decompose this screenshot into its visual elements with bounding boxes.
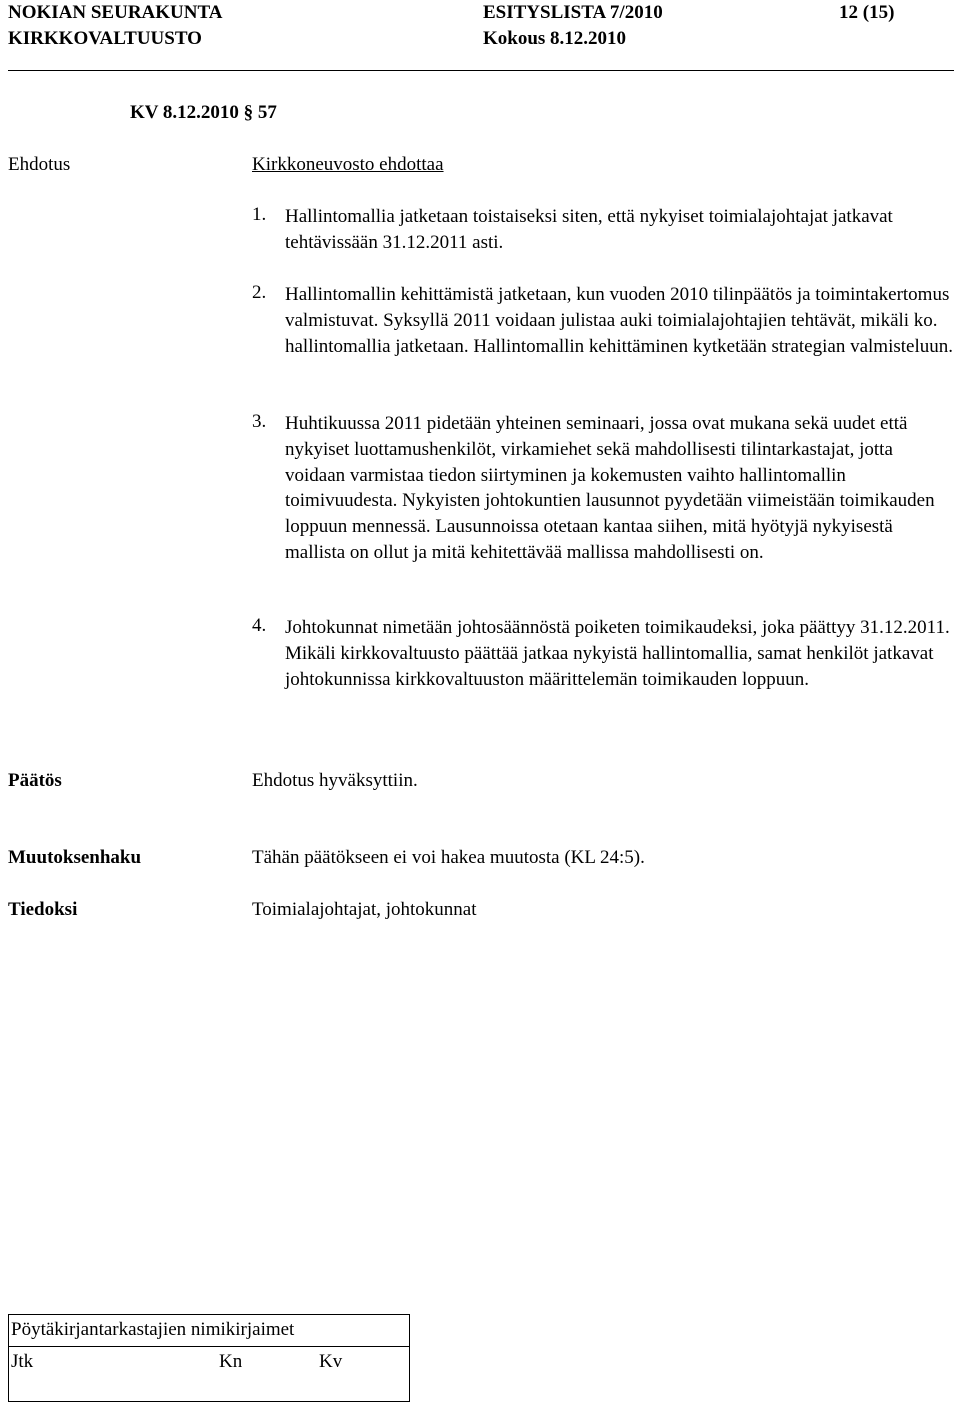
decision-text: Ehdotus hyväksyttiin.: [252, 770, 418, 791]
list-item-number: 2.: [252, 282, 267, 303]
list-item: [252, 204, 957, 256]
list-item-number: 4.: [252, 615, 267, 636]
list-item: [252, 282, 957, 386]
list-item-text: Johtokunnat nimetään johtosäännöstä poiketen toimikaudeksi, joka päättyy 31.12.2011. Mikäli kirkkovaltuusto päättää jatkaa nykyistä hallintomallia, samat henkilöt jatkavat johtokunnissa kirkkovaltuuston määrittelemän toimikauden loppuun.: [285, 617, 950, 690]
page-number: 12 (15): [839, 2, 895, 23]
meeting-date: Kokous 8.12.2010: [483, 28, 627, 49]
proposal-heading: Kirkkoneuvosto ehdottaa: [252, 154, 444, 175]
signature-label-kv: Kv: [319, 1351, 343, 1372]
appeal-label: Muutoksenhaku: [8, 847, 142, 868]
body-name: KIRKKOVALTUUSTO: [8, 28, 202, 49]
proposal-label: Ehdotus: [8, 154, 71, 175]
notice-label: Tiedoksi: [8, 899, 78, 920]
list-item-number: 3.: [252, 411, 267, 432]
list-item: [252, 411, 957, 593]
list-item-number: 1.: [252, 204, 267, 225]
organization-name: NOKIAN SEURAKUNTA: [8, 2, 223, 23]
signature-label-kn: Kn: [219, 1351, 243, 1372]
appeal-text: Tähän päätökseen ei voi hakea muutosta (KL 24:5).: [252, 847, 645, 868]
signature-box-title: Pöytäkirjantarkastajien nimikirjaimet: [11, 1319, 295, 1340]
signature-box: [8, 1314, 410, 1402]
list-item-text: Hallintomallin kehittämistä jatketaan, kun vuoden 2010 tilinpäätös ja toimintakertomus valmistuvat. Syksyllä 2011 voidaan julistaa auki toimialajohtajien tehtävät, mikäli ko. hallintomallia jatketaan. Hallintomallin kehittäminen kytketään strategian valmisteluun.: [285, 284, 953, 357]
section-reference: KV 8.12.2010 § 57: [130, 102, 277, 123]
list-item: [252, 615, 957, 719]
signature-label-jtk: Jtk: [11, 1351, 34, 1372]
notice-text: Toimialajohtajat, johtokunnat: [252, 899, 477, 920]
list-item-text: Hallintomallia jatketaan toistaiseksi siten, että nykyiset toimialajohtajat jatkavat tehtävissään 31.12.2011 asti.: [285, 206, 893, 253]
header-divider: [8, 70, 954, 71]
signature-box-header: [9, 1315, 409, 1347]
document-title: ESITYSLISTA 7/2010: [483, 2, 663, 23]
decision-label: Päätös: [8, 770, 62, 791]
list-item-text: Huhtikuussa 2011 pidetään yhteinen seminaari, jossa ovat mukana sekä uudet että nykyiset luottamushenkilöt, virkamiehet sekä mahdollisesti tilintarkastajat, jotta voidaan varmistaa tiedon siirtyminen ja kokemusten vaihto hallintomallin toimivuudesta. Nykyisten johtokuntien lausunnot pyydetään viimeistään toimikauden loppuun mennessä. Lausunnoissa otetaan kantaa siihen, mitä hyötyjä nykyisestä mallista on ollut ja mitä kehitettävää mallissa mahdollisesti on.: [285, 413, 935, 563]
